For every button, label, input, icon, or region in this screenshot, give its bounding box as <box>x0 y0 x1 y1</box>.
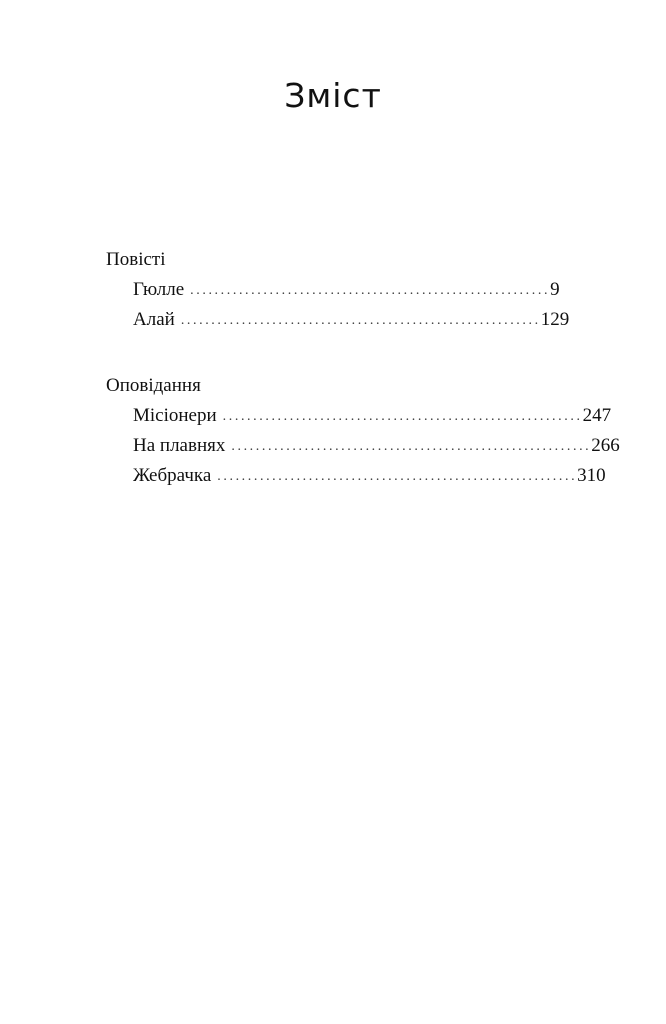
dot-leader: ........................................................... <box>222 409 583 424</box>
page-number: 266 <box>591 435 620 456</box>
entry-title: Жебрачка <box>133 465 212 486</box>
section-heading: Оповідання <box>106 375 201 396</box>
page-title: Зміст <box>284 76 382 115</box>
toc-entry[interactable] <box>133 428 620 458</box>
page-number: 129 <box>540 309 570 330</box>
toc-entry[interactable] <box>133 458 606 488</box>
page-number: 310 <box>577 465 606 486</box>
section-heading: Повісті <box>106 249 166 270</box>
toc-entry[interactable] <box>133 398 612 428</box>
dot-leader: ........................................................... <box>217 469 578 484</box>
entry-title: Алай <box>133 309 175 330</box>
toc-section-stories <box>106 248 570 332</box>
dot-leader: ........................................................... <box>180 313 541 328</box>
dot-leader: ........................................................... <box>231 439 592 454</box>
toc-entry[interactable] <box>133 302 570 332</box>
toc-entry[interactable] <box>133 272 560 302</box>
dot-leader: ........................................................... <box>190 283 551 298</box>
entry-title: Гюлле <box>133 279 185 300</box>
entry-title: Місіонери <box>133 405 217 426</box>
toc-section-short-stories <box>106 374 620 488</box>
page-number: 9 <box>550 279 560 300</box>
page-number: 247 <box>582 405 612 426</box>
entry-title: На плавнях <box>133 435 226 456</box>
